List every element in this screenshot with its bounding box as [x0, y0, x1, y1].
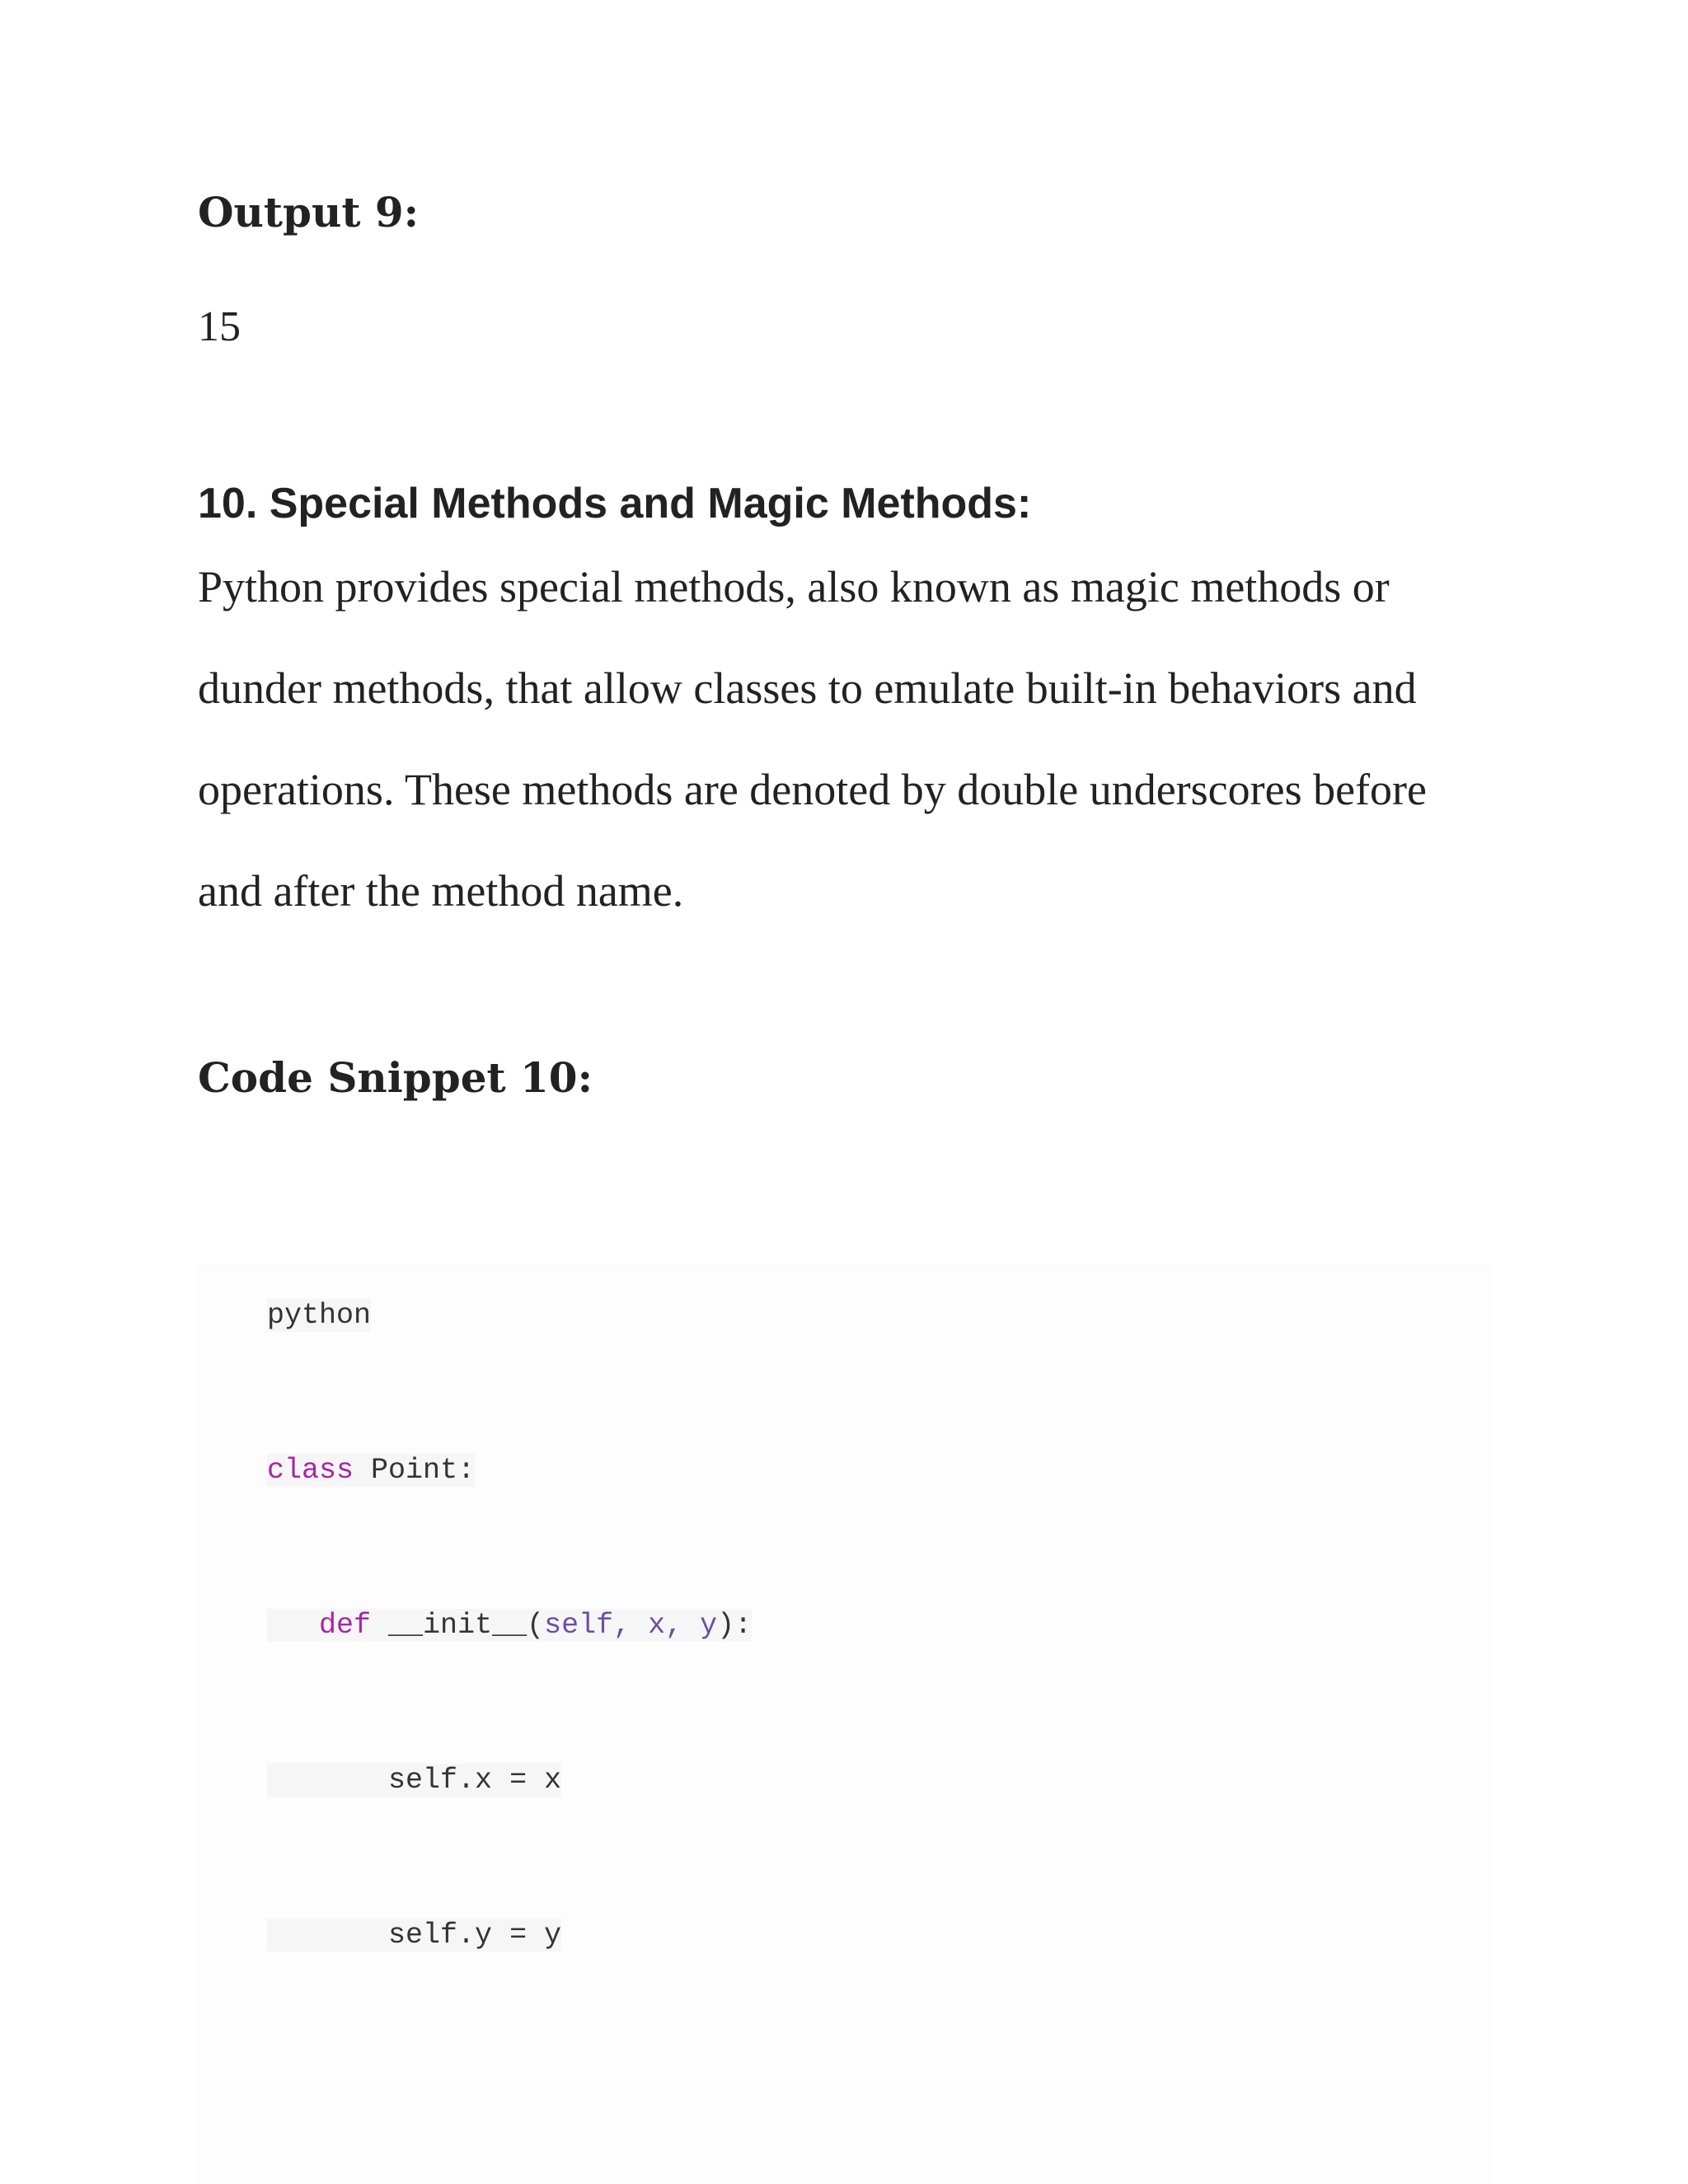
code-line-2: [198, 1576, 753, 1642]
code-keyword: def: [319, 1609, 372, 1642]
output-value: 15: [198, 303, 241, 350]
code-text: Point:: [354, 1454, 476, 1487]
paragraph-line: and after the method name.: [198, 866, 684, 916]
code-language-text: python: [267, 1299, 372, 1332]
code-text: self.y = y: [267, 1919, 562, 1952]
code-indent: [267, 1609, 319, 1642]
code-line-3: [198, 1731, 562, 1797]
code-text: __init__(: [371, 1609, 545, 1642]
output-heading: Output 9:: [198, 188, 420, 237]
code-block-background: [198, 1265, 1490, 2184]
code-snippet-heading: Code Snippet 10:: [198, 1053, 593, 1102]
paragraph-line: dunder methods, that allow classes to emulate built-in behaviors and: [198, 663, 1417, 713]
paragraph-line: operations. These methods are denoted by double underscores before: [198, 765, 1428, 814]
paragraph-line: Python provides special methods, also known as magic methods or: [198, 562, 1390, 612]
code-keyword: class: [267, 1454, 354, 1487]
code-line-4: [198, 1886, 562, 1952]
section-heading: 10. Special Methods and Magic Methods:: [198, 480, 1032, 527]
code-params: self, x, y: [544, 1609, 718, 1642]
code-language-label: [198, 1266, 372, 1332]
code-text: ):: [717, 1609, 753, 1642]
code-line-1: [198, 1421, 476, 1487]
code-text: self.x = x: [267, 1764, 562, 1797]
